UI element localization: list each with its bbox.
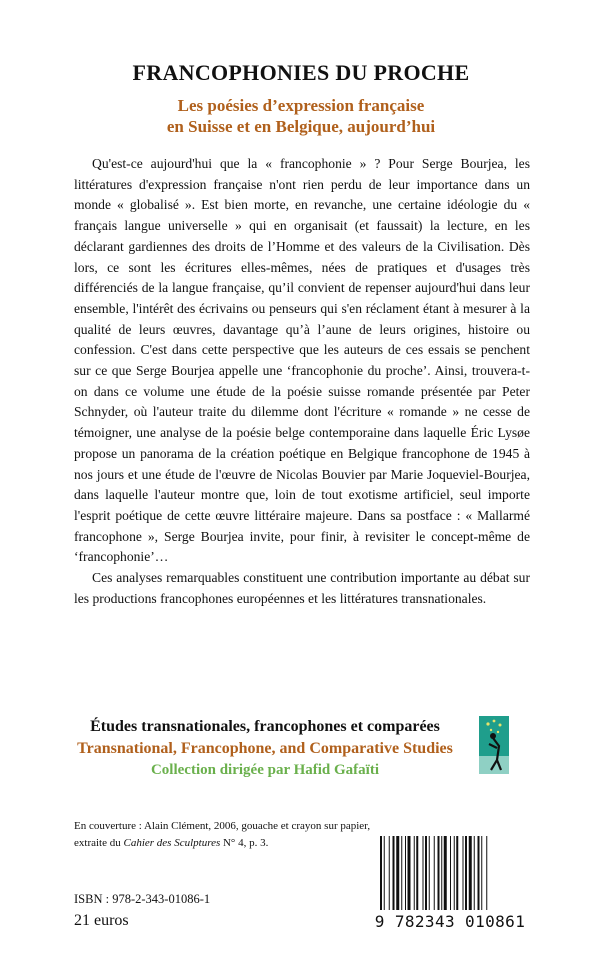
series-editor: Collection dirigée par Hafid Gafaïti — [150, 762, 380, 778]
subtitle-line-1: Les poésies d’expression française — [177, 96, 425, 115]
price: 21 euros — [74, 912, 129, 929]
blurb-paragraph-1: Qu'est-ce aujourd'hui que la « francophonie » ? Pour Serge Bourjea, les littératures d'expression française n'ont rien perdu de leur importance dans un monde « globalisé ». Est bien morte, en revanche, une certaine idéologie du « français langue universelle » qui en organisait (et faussait) la lecture, en les déclarant gardiennes des droits de l’Homme et des valeurs de la Civilisation. Dès lors, ce sont les écritures elles-mêmes, nées de pratiques et d'usages très différenciés de la langue française, qu’il convient de repenser aujourd'hui dans leur ensemble, l'intérêt des écrivains ou penseurs qui s'en réclament étant à mesurer à la qualité de leurs œuvres, davantage qu’à l’aune de leurs origines, histoire ou confession. C'est dans cette perspective que les auteurs de ces essais se penchent sur ce que Serge Bourjea appelle une ‘francophonie du proche’. Ainsi, trouvera-t-on dans ce volume une étude de la poésie suisse romande présentée par Peter Schnyder, où l'auteur traite du dilemme dont l'écriture « romande » ne cesse de témoigner, une analyse de la poésie belge contemporaine dans laquelle Éric Lysøe propose un panorama de la création poétique en Belgique francophone de 1945 à nos jours et une étude de l'œuvre de Nicolas Bouvier par Marie Joqueviel-Bourjea, dans laquelle l'auteur montre que, loin de tout exotisme artificiel, seul importe l'esprit poétique de cette œuvre littéraire majeure. Dans sa postface : « Mallarmé francophone », Serge Bourjea invite, pour finir, à revisiter le concept-même de ‘francophonie’… — [74, 156, 530, 565]
cover-credit-work-title: Cahier des Sculptures — [123, 837, 221, 849]
blurb-paragraph-2: Ces analyses remarquables constituent une contribution importante au débat sur les productions francophones européennes et les littératures transnationales. — [74, 570, 530, 606]
subtitle-line-2: en Suisse et en Belgique, aujourd’hui — [166, 117, 436, 136]
book-title: FRANCOPHONIES DU PROCHE — [132, 60, 470, 85]
series-title-french: Études transnationales, francophones et comparées — [90, 718, 440, 735]
series-title-english: Transnational, Francophone, and Comparative Studies — [77, 740, 453, 757]
cover-credit-line-2: extraite du Cahier des Sculptures N° 4, p. 3. — [74, 837, 269, 849]
barcode-digits: 9 782343 010861 — [374, 912, 526, 931]
collection-logo-icon — [479, 716, 509, 774]
cover-credit-line-1: En couverture : Alain Clément, 2006, gouache et crayon sur papier, — [74, 820, 371, 832]
isbn: ISBN : 978-2-343-01086-1 — [74, 892, 211, 906]
blurb-text — [74, 154, 530, 609]
